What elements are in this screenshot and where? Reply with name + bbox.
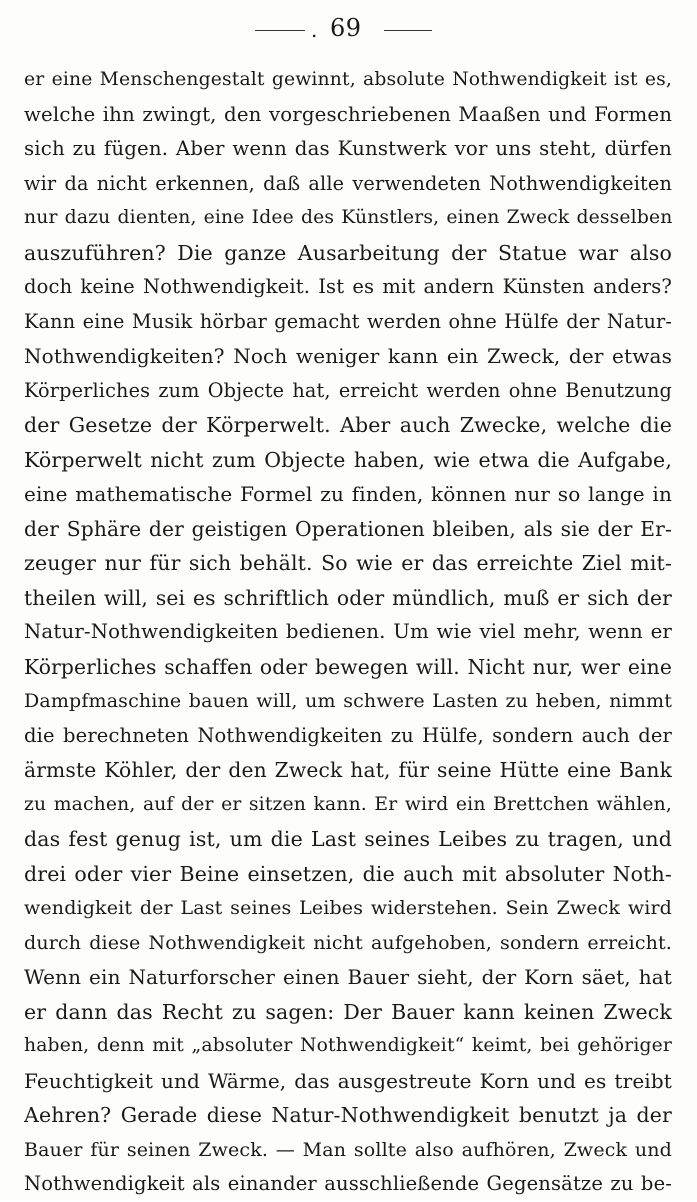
text-line: doch keine Nothwendigkeit. Ist es mit andern Künsten anders? <box>24 275 672 298</box>
header-rule-left <box>255 30 305 31</box>
text-line: theilen will, sei es schriftlich oder mündlich, muß er sich der <box>24 585 672 610</box>
text-line: eine mathematische Formel zu finden, können nur so lange in <box>24 482 672 506</box>
text-line: Nothwendigkeiten? Noch weniger kann ein Zweck, der etwas <box>24 344 672 368</box>
text-line: wendigkeit der Last seines Leibes widerstehen. Sein Zweck wird <box>24 897 672 919</box>
text-line: zeuger nur für sich behält. So wie er das erreichte Ziel mit- <box>24 551 672 575</box>
header-dot: . <box>311 18 318 42</box>
text-line: zu machen, auf der er sitzen kann. Er wird ein Brettchen wählen, <box>24 793 672 815</box>
text-line: Dampfmaschine bauen will, um schwere Lasten zu heben, nimmt <box>24 690 672 712</box>
text-line: Körperliches zum Objecte hat, erreicht werden ohne Benutzung <box>24 378 672 402</box>
text-line: wir da nicht erkennen, daß alle verwendeten Nothwendigkeiten <box>24 171 672 195</box>
text-line: er eine Menschengestalt gewinnt, absolute Nothwendigkeit ist es, <box>24 69 672 90</box>
page-header <box>0 10 697 44</box>
text-line: drei oder vier Beine einsetzen, die auch mit absoluter Noth- <box>24 861 672 886</box>
text-line: Aehren? Gerade diese Natur-Nothwendigkeit benutzt ja der <box>24 1103 672 1127</box>
text-line: welche ihn zwingt, den vorgeschriebenen Maaßen und Formen <box>24 102 672 126</box>
text-line: nur dazu dienten, eine Idee des Künstlers, einen Zweck desselben <box>24 207 672 228</box>
text-line: er dann das Recht zu sagen: Der Bauer kann keinen Zweck <box>24 999 672 1024</box>
text-line: haben, denn mit „absoluter Nothwendigkeit“ keimt, bei gehöriger <box>24 1035 672 1056</box>
text-line: der Gesetze der Körperwelt. Aber auch Zwecke, welche die <box>24 413 672 437</box>
text-line: ärmste Köhler, der den Zweck hat, für seine Hütte eine Bank <box>24 758 672 782</box>
text-line: Nothwendigkeit als einander ausschließende Gegensätze zu be- <box>24 1172 672 1195</box>
text-line: sich zu fügen. Aber wenn das Kunstwerk vor uns steht, dürfen <box>24 137 672 160</box>
text-line: Körperwelt nicht zum Objecte haben, wie etwa die Aufgabe, <box>24 447 672 472</box>
text-line: die berechneten Nothwendigkeiten zu Hülfe, sondern auch der <box>24 723 672 747</box>
text-line: auszuführen? Die ganze Ausarbeitung der Statue war also <box>24 240 672 265</box>
body-text <box>24 63 672 1202</box>
header-rule-right <box>384 30 432 31</box>
text-line: Natur-Nothwendigkeiten bedienen. Um wie viel mehr, wenn er <box>24 620 672 643</box>
text-line: Feuchtigkeit und Wärme, das ausgestreute Korn und es treibt <box>24 1068 672 1093</box>
page-number: 69 <box>330 14 362 42</box>
text-line: der Sphäre der geistigen Operationen bleiben, als sie der Er- <box>24 516 672 541</box>
text-line: das fest genug ist, um die Last seines Leibes zu tragen, und <box>24 827 672 851</box>
text-line: durch diese Nothwendigkeit nicht aufgehoben, sondern erreicht. <box>24 931 672 954</box>
text-line: Körperliches schaffen oder bewegen will. Nicht nur, wer eine <box>24 654 672 679</box>
text-line: Kann eine Musik hörbar gemacht werden ohne Hülfe der Natur- <box>24 309 672 333</box>
text-line: Bauer für seinen Zweck. — Man sollte also aufhören, Zweck und <box>24 1138 672 1161</box>
text-line: Wenn ein Naturforscher einen Bauer sieht, der Korn säet, hat <box>24 965 672 989</box>
